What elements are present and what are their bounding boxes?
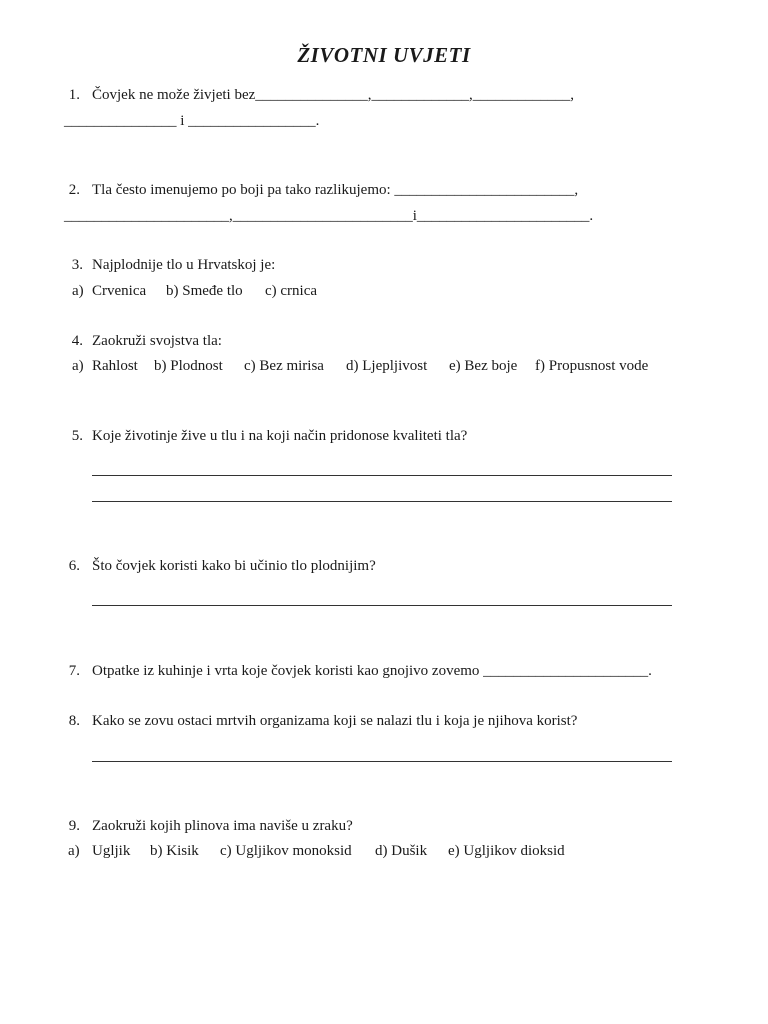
question-4-option-c: c) Bez mirisa (244, 358, 324, 374)
question-3-option-c: c) crnica (265, 283, 318, 299)
question-4-option-d: d) Ljepljivost (346, 358, 428, 374)
question-9-option-letter-a: a) (68, 843, 80, 859)
question-1-number: 1. (68, 87, 80, 103)
question-5-text: Koje životinje žive u tlu i na koji način pridonose kvaliteti tla? (92, 428, 468, 444)
question-4-option-e: e) Bez boje (449, 358, 518, 374)
question-8-text: Kako se zovu ostaci mrtvih organizama koji se nalazi tlu i koja je njihova korist? (92, 713, 578, 729)
question-3-option-b: b) Smeđe tlo (166, 283, 243, 299)
page-title: ŽIVOTNI UVJETI (297, 43, 471, 67)
question-3-text: Najplodnije tlo u Hrvatskoj je: (92, 257, 276, 273)
question-5-number: 5. (71, 428, 83, 444)
question-3-number: 3. (71, 257, 83, 273)
question-9-option-a: Ugljik (92, 843, 131, 859)
question-9-option-e: e) Ugljikov dioksid (448, 843, 565, 859)
question-1-continuation: _______________ i _________________. (64, 113, 320, 129)
question-9-number: 9. (68, 818, 80, 834)
question-8-number: 8. (68, 713, 80, 729)
answer-line (92, 761, 672, 762)
question-2-text: Tla često imenujemo po boji pa tako razlikujemo: ________________________, (92, 182, 579, 198)
question-9-option-b: b) Kisik (150, 843, 199, 859)
question-3-option-letter-a: a) (72, 283, 84, 299)
question-2-continuation: ______________________,________________________i_______________________. (64, 208, 594, 224)
question-4-number: 4. (71, 333, 83, 349)
question-6-text: Što čovjek koristi kako bi učinio tlo plodnijim? (92, 558, 376, 574)
question-3-option-a: Crvenica (92, 283, 147, 299)
question-9-option-d: d) Dušik (375, 843, 428, 859)
answer-line (92, 501, 672, 502)
answer-line (92, 605, 672, 606)
question-4-option-letter-a: a) (72, 358, 84, 374)
answer-line (92, 475, 672, 476)
question-4-text: Zaokruži svojstva tla: (92, 333, 222, 349)
question-4-option-b: b) Plodnost (154, 358, 223, 374)
question-1-text: Čovjek ne može živjeti bez_______________,_____________,_____________, (92, 87, 575, 103)
question-9-option-c: c) Ugljikov monoksid (220, 843, 352, 859)
question-9-text: Zaokruži kojih plinova ima naviše u zraku? (92, 818, 353, 834)
question-7-text: Otpatke iz kuhinje i vrta koje čovjek koristi kao gnojivo zovemo ______________________. (92, 663, 652, 679)
question-4-option-a: Rahlost (92, 358, 138, 374)
question-7-number: 7. (68, 663, 80, 679)
question-2-number: 2. (68, 182, 80, 198)
question-6-number: 6. (68, 558, 80, 574)
question-4-option-f: f) Propusnost vode (535, 358, 649, 374)
